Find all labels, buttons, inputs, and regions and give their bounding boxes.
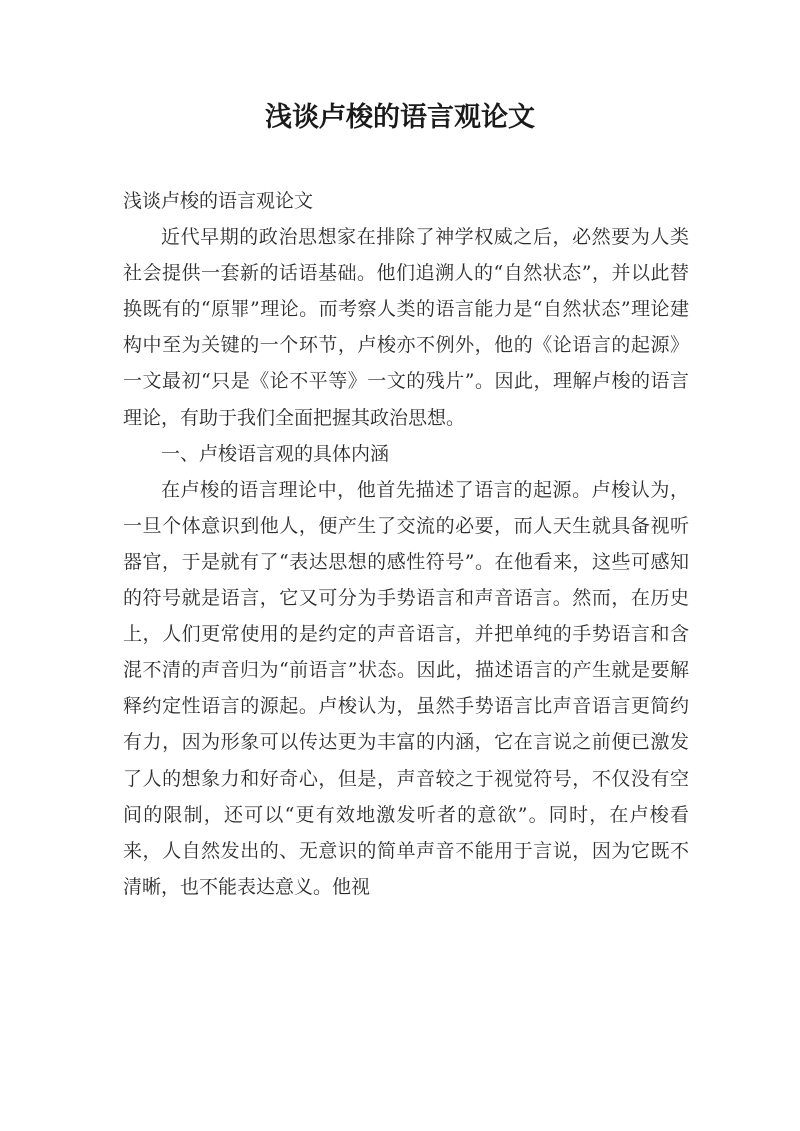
document-body [123,183,689,905]
document-title: 浅谈卢梭的语言观论文 [265,102,535,133]
subtitle-line: 浅谈卢梭的语言观论文 [123,190,314,212]
paragraph-intro: 近代早期的政治思想家在排除了神学权威之后，必然要为人类社会提供一套新的话语基础。他们追溯人的“自然状态”，并以此替换既有的“原罪”理论。而考察人类的语言能力是“自然状态”理论建构中至为关键的一个环节，卢梭亦不例外，他的《论语言的起源》一文最初“只是《论不平等》一文的残片”。因此，理解卢梭的语言理论，有助于我们全面把握其政治思想。 [123,226,689,429]
section-heading: 一、卢梭语言观的具体内涵 [161,442,390,465]
paragraph-language-origin: 在卢梭的语言理论中，他首先描述了语言的起源。卢梭认为，一旦个体意识到他人，便产生了交流的必要，而人天生就具备视听器官，于是就有了“表达思想的感性符号”。在他看来，这些可感知的符号就是语言，它又可分为手势语言和声音语言。然而，在历史上，人们更常使用的是约定的声音语言，并把单纯的手势语言和含混不清的声音归为“前语言”状态。因此，描述语言的产生就是要解释约定性语言的源起。卢梭认为，虽然手势语言比声音语言更简约有力，因为形象可以传达更为丰富的内涵，它在言说之前便已激发了人的想象力和好奇心，但是，声音较之于视觉符号，不仅没有空间的限制，还可以“更有效地激发听者的意欲”。同时，在卢梭看来，人自然发出的、无意识的简单声音不能用于言说，因为它既不清晰，也不能表达意义。他视 [123,478,689,898]
